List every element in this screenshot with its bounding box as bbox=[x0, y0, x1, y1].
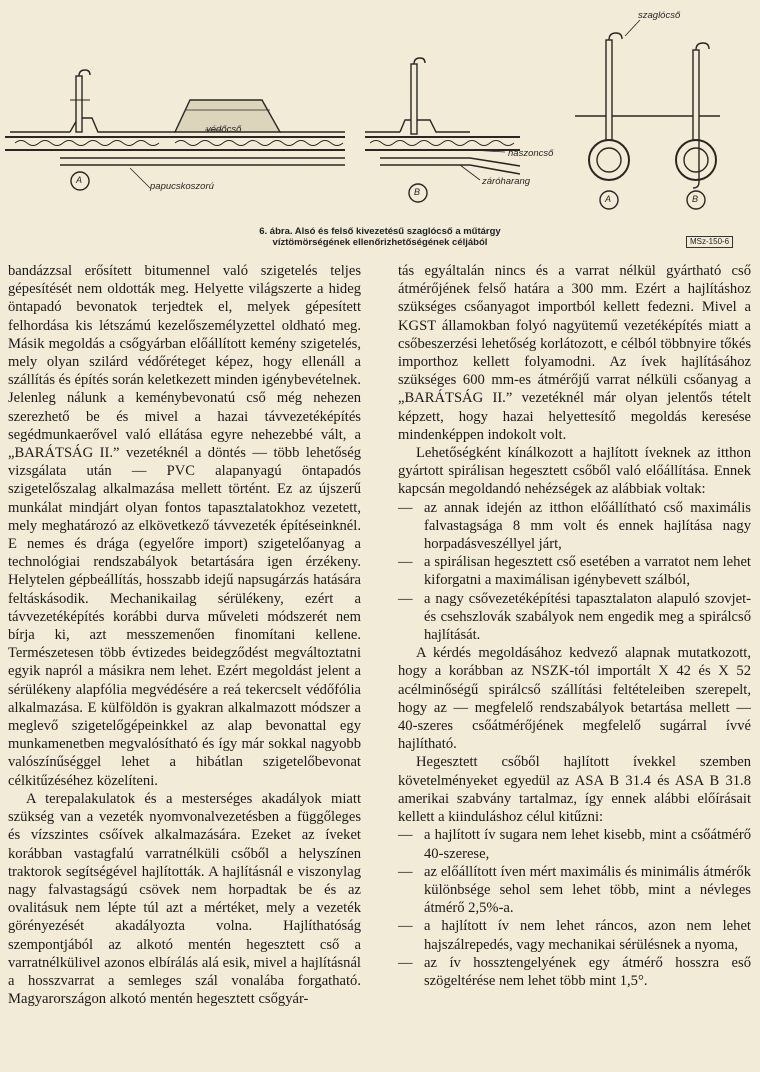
list-item bbox=[398, 863, 751, 918]
figure-drawing bbox=[0, 0, 760, 230]
list-item-text: a hajlított ív sugara nem lehet kisebb, mint a csőátmérő 40-szerese, bbox=[424, 827, 751, 862]
dash-marker: — bbox=[398, 827, 413, 844]
list-item-text: a nagy csővezetéképítési tapasztalaton alapuló szovjet- és csehszlovák szabályok nem engedik meg a spirálcső hajlítását. bbox=[424, 590, 751, 644]
list-item bbox=[398, 954, 751, 990]
dash-marker: — bbox=[398, 499, 413, 516]
left-column bbox=[8, 262, 361, 1008]
dash-marker: — bbox=[398, 590, 413, 607]
caption-line-2: víztömörségének ellenőrizhetőségének céljából bbox=[272, 237, 488, 248]
dash-marker: — bbox=[398, 918, 413, 935]
label-haszoncso: haszoncső bbox=[508, 148, 554, 159]
list-item-text: a spirálisan hegesztett cső esetében a varratot nem lehet kiforgatni a maximálisan igénybevett szálból, bbox=[424, 554, 751, 589]
label-vedocso: védőcső bbox=[206, 124, 242, 135]
label-zaroharang: záróharang bbox=[482, 176, 531, 187]
list-item bbox=[398, 553, 751, 589]
right-paragraph-2: Lehetőségként kínálkozott a hajlított íveknek az itthon gyártott spirálisan hegesztett csőből való előállítása. Ennek kapcsán megoldandó nehézségek az alábbiak voltak: bbox=[398, 445, 751, 498]
left-paragraph-2: A terepalakulatok és a mesterséges akadályok miatt szükség van a vezeték nyomvonalvezetésben a függőleges és vízszintes csőívek alkalmazására. Ezeket az íveket korábban vastagfalú varratnélküli csőből a helyszínen traktorok segítségével hajlították. A hajlításnál e viszonylag nagy falvastagságú csövek nem horpadtak be és az ovalitásuk nem lépte túl azt a mértéket, mely a vezeték görényezését akadályozta volna. Hajlíthatóság szempontjából az alkotó mentén hegesztett cső a varratnélkülivel azonos elbírálás alá esik, mivel a hajlításnál a hosszvarrat a semleges szál vonalába forgatható. Magyarországon alkotó mentén hegesztett csőgyár- bbox=[8, 790, 361, 1008]
label-panel-b1: B bbox=[414, 187, 421, 197]
figure-caption bbox=[0, 226, 760, 248]
label-panel-a1: A bbox=[76, 175, 83, 185]
right-paragraph-1: tás egyáltalán nincs és a varrat nélkül gyártható cső átmérőjének felső határa a 300 mm. Ezért a hajlításhoz szükséges csőanyagot importból kellett fedezni. Mivel a KGST államokban folyó nagyütemű vezetéképítés miatt a csőbeszerzési lehetőség korlátozott, e célból többnyire tőkés importhoz kellett folyamodni. Az ívek hajlításához szükséges 600 mm-es átmérőjű varrat nélküli csőanyag a „BARÁTSÁG II.” vezetéknél már olyan jelentős tételt képzett, hogy hazai helyettesítő megoldás keresése mindenképpen indokolt volt. bbox=[398, 263, 751, 443]
requirements-list bbox=[398, 826, 751, 990]
figure-6 bbox=[0, 0, 760, 258]
right-column bbox=[398, 262, 751, 990]
right-paragraph-3: A kérdés megoldásához kedvező alapnak mutatkozott, hogy a korábban az NSZK-tól importált X 42 és X 52 acélminőségű spirálcső szállítási feltételeiben szerepelt, hogy az — megfelelő rendszabályok betartása mellett — 40-szeres csőátmérőjének megfelelő sugárral ívvé hajlítható. bbox=[398, 645, 751, 753]
list-item-text: az annak idején az itthon előállítható cső maximális falvastagsága 8 mm volt és ennek hajlítása nagy horpadásveszéllyel járt, bbox=[424, 499, 751, 553]
list-item-text: az ív hossztengelyének egy átmérő hosszra eső szögeltérése nem lehet több mint 1,5°. bbox=[424, 954, 751, 989]
left-paragraph-1: bandázzsal erősített bitumennel való szigetelés teljes gépesítését nem oldották meg. Helyette világszerte a hideg öntapadó bevonatok terjedtek el, melyek gépesített felhordása kis létszámú kezelőszemélyzettel oldható meg. Másik megoldás a csőgyárban előállított kemény szigetelés, mely olyan szilárd védőréteget képez, hogy ellenáll a szállítás és építés során keletkezett minden igénybevételnek. Jelenleg nálunk a keménybevonatú cső még nehezen szerezhető be és mivel a hazai távvezetéképítés segédmunkaerővel való ellátása egyre nehezebbé vált, a „BARÁTSÁG II.” vezetéknél a döntés — több lehetőség vizsgálata után — PVC alapanyagú öntapadós szigetelőszalag alkalmazása mellett történt. Ez az újszerű munkálat mindjárt olyan fontos tapasztalatokhoz vezetett, mely meghatározó az elkövetkező távvezeték építéseinknél. E nemes és drága (egyelőre import) szigetelőanyag a technológiai rendszabályok betartására igen érzékeny. Helytelen gépbeállítás, hosszabb idejű napsugárzás hatására feltáskásodik. Mechanikailag sérülékeny, ezért a távvezetéképítés korábbi durva műveleti módszerét nem bírja ki, azt messzemenően finomítani kellene. Természetesen több évtizedes beidegződést megváltoztatni egyik napról a másikra nem lehet. Ezért megoldást jelent a sérülékeny alapfólia megvédésére a reá tekercselt védőfólia alkalmazása. E külföldön is gyakran alkalmazott módszer a meglevő szigetelőgépeinkkel az alap bevonattal egy munkamenetben megvalósítható és így már sokkal nagyobb valószínűséggel lehet a hibátlan szigetelőbevonat célkitűzéséhez közelíteni. bbox=[8, 263, 361, 789]
list-item bbox=[398, 826, 751, 862]
list-item bbox=[398, 917, 751, 953]
list-item bbox=[398, 590, 751, 645]
label-panel-b2: B bbox=[692, 194, 699, 204]
difficulties-list bbox=[398, 499, 751, 645]
label-papucskosaru: papucskoszorú bbox=[150, 181, 214, 192]
list-item-text: a hajlított ív nem lehet ráncos, azon nem lehet hajszálrepedés, vagy mechanikai sérülésnek a nyoma, bbox=[424, 918, 751, 953]
list-item-text: az előállított íven mért maximális és minimális átmérők különbsége sehol sem lehet több, mint a névleges átmérő 2,5%-a. bbox=[424, 863, 751, 917]
dash-marker: — bbox=[398, 863, 413, 880]
figure-number: MSz-150-6 bbox=[686, 236, 733, 248]
dash-marker: — bbox=[398, 554, 413, 571]
label-panel-a2: A bbox=[605, 194, 612, 204]
caption-line-1: 6. ábra. Alsó és felső kivezetésű szaglócső a műtárgy bbox=[259, 226, 501, 237]
label-szaglocso: szaglócső bbox=[638, 10, 681, 21]
list-item bbox=[398, 499, 751, 554]
dash-marker: — bbox=[398, 954, 413, 971]
right-paragraph-4: Hegesztett csőből hajlított ívekkel szemben követelményeket egyedül az ASA B 31.4 és ASA B 31.8 amerikai szabvány tartalmaz, így ennek alábbi előírásait kellett a kiinduláshoz célul kitűzni: bbox=[398, 754, 751, 826]
